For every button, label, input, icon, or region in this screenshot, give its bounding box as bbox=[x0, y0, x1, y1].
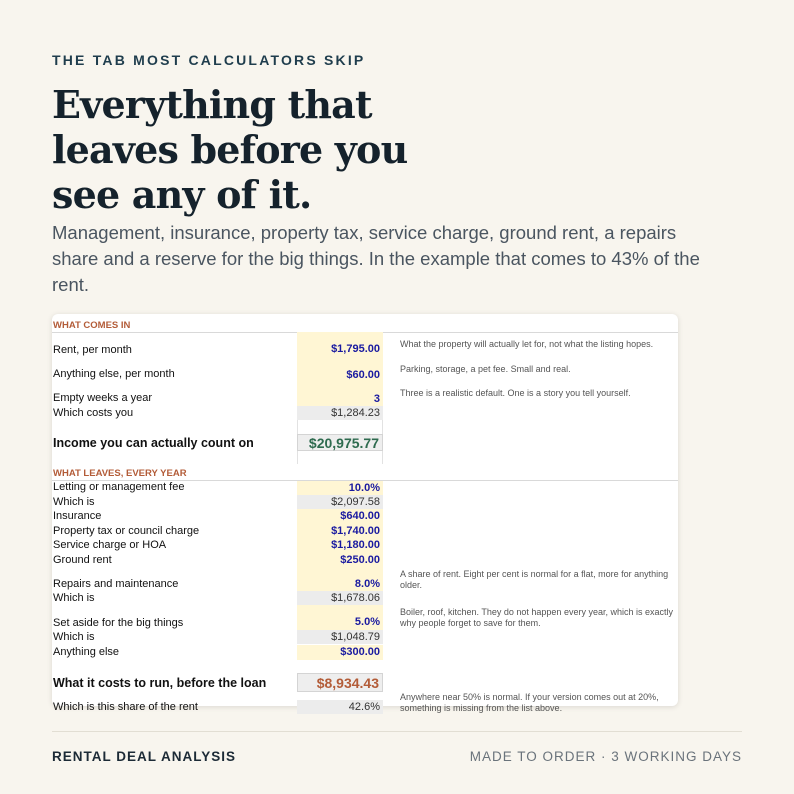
footer-product-name: RENTAL DEAL ANALYSIS bbox=[52, 749, 237, 764]
property-tax-input[interactable]: $1,740.00 bbox=[297, 524, 383, 538]
headline: Everything that leaves before you see any of it. bbox=[52, 82, 408, 217]
big-things-label: Set aside for the big things bbox=[53, 617, 184, 629]
rent-share-note: Anywhere near 50% is normal. If your version comes out at 20%, something is missing from the list above. bbox=[400, 692, 659, 713]
section-what-leaves: WHAT LEAVES, EVERY YEAR bbox=[53, 468, 187, 479]
big-things-amount: $1,048.79 bbox=[297, 630, 383, 644]
big-things-note: Boiler, roof, kitchen. They do not happen every year, which is exactly why people forget to save for them. bbox=[400, 607, 673, 628]
rent-label: Rent, per month bbox=[53, 344, 132, 356]
income-label: Income you can actually count on bbox=[53, 436, 254, 450]
anything-else-label: Anything else bbox=[53, 646, 120, 658]
other-income-label: Anything else, per month bbox=[53, 368, 175, 380]
management-fee-amount: $2,097.58 bbox=[297, 495, 383, 509]
anything-else-input[interactable]: $300.00 bbox=[297, 645, 383, 660]
big-things-is-label: Which is bbox=[53, 631, 95, 643]
service-charge-label: Service charge or HOA bbox=[53, 539, 167, 551]
footer-delivery-note: MADE TO ORDER · 3 WORKING DAYS bbox=[469, 749, 742, 764]
repairs-label: Repairs and maintenance bbox=[53, 578, 179, 590]
other-income-note: Parking, storage, a pet fee. Small and real. bbox=[400, 364, 571, 374]
spreadsheet-preview bbox=[52, 314, 678, 713]
vacancy-cost-label: Which costs you bbox=[53, 407, 134, 419]
repairs-input[interactable]: 8.0% bbox=[297, 567, 383, 591]
repairs-is-label: Which is bbox=[53, 592, 95, 604]
insurance-label: Insurance bbox=[53, 510, 102, 522]
ground-rent-input[interactable]: $250.00 bbox=[297, 553, 383, 567]
empty-weeks-note: Three is a realistic default. One is a story you tell yourself. bbox=[400, 388, 631, 398]
rent-share-value: 42.6% bbox=[297, 700, 383, 714]
management-fee-is-label: Which is bbox=[53, 496, 95, 508]
property-tax-label: Property tax or council charge bbox=[53, 525, 200, 537]
rent-input[interactable]: $1,795.00 bbox=[297, 332, 383, 357]
service-charge-input[interactable]: $1,180.00 bbox=[297, 538, 383, 553]
section-what-comes-in: WHAT COMES IN bbox=[53, 320, 131, 331]
repairs-note: A share of rent. Eight per cent is normal for a flat, more for anything older. bbox=[400, 569, 669, 590]
ground-rent-label: Ground rent bbox=[53, 554, 112, 566]
eyebrow: THE TAB MOST CALCULATORS SKIP bbox=[52, 52, 366, 68]
vacancy-cost-value: $1,284.23 bbox=[297, 406, 383, 420]
big-things-input[interactable]: 5.0% bbox=[297, 605, 383, 630]
empty-weeks-label: Empty weeks a year bbox=[53, 392, 153, 404]
management-fee-label: Letting or management fee bbox=[53, 481, 185, 493]
other-income-input[interactable]: $60.00 bbox=[297, 357, 383, 382]
management-fee-input[interactable]: 10.0% bbox=[297, 481, 383, 495]
income-result: $20,975.77 bbox=[297, 434, 383, 451]
repairs-amount: $1,678.06 bbox=[297, 591, 383, 605]
running-cost-label: What it costs to run, before the loan bbox=[53, 676, 267, 690]
rent-note: What the property will actually let for, not what the listing hopes. bbox=[400, 339, 654, 349]
running-cost-result: $8,934.43 bbox=[297, 673, 383, 692]
footer-divider bbox=[52, 731, 742, 732]
intro-paragraph: Management, insurance, property tax, service charge, ground rent, a repairs share and a reserve for the big things. In the example that comes to 43% of the rent. bbox=[52, 222, 700, 295]
rent-share-label: Which is this share of the rent bbox=[53, 701, 198, 713]
empty-weeks-input[interactable]: 3 bbox=[297, 382, 383, 406]
insurance-input[interactable]: $640.00 bbox=[297, 509, 383, 524]
